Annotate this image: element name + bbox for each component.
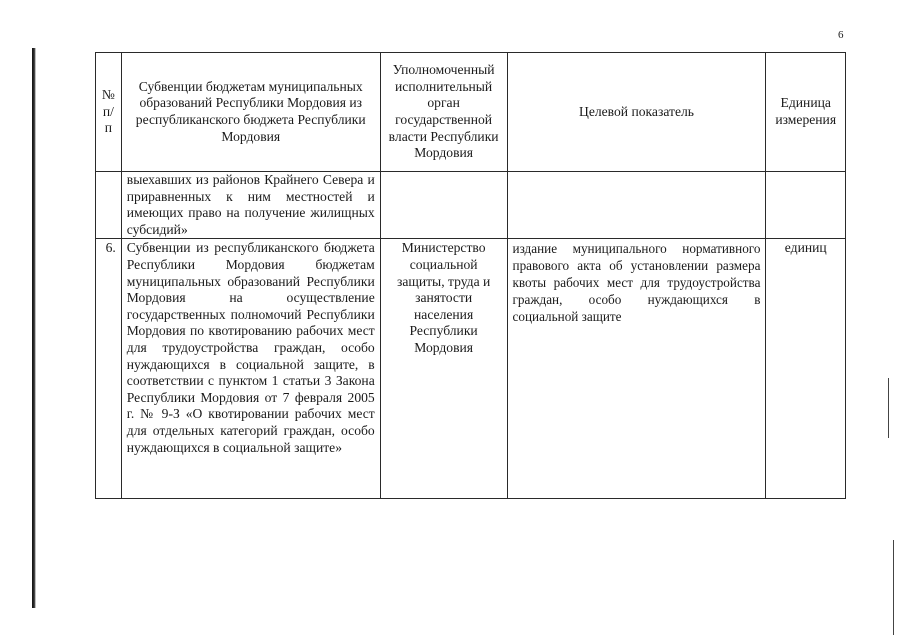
table-row	[96, 239, 846, 499]
cell-unit: единиц	[766, 239, 846, 499]
scan-artifact-line	[888, 378, 889, 438]
subsidy-table	[95, 52, 846, 499]
scan-edge-shadow	[32, 48, 36, 608]
table-header-row	[96, 53, 846, 172]
scan-artifact-line	[893, 540, 894, 635]
header-indicator: Целевой показатель	[507, 53, 766, 172]
cell-num: 6.	[96, 239, 122, 499]
page-number: 6	[838, 29, 844, 41]
cell-unit	[766, 172, 846, 239]
cell-authority: Министерство социальной защиты, труда и занятости населения Республики Мордовия	[380, 239, 507, 499]
cell-subsidy: Субвенции из республиканского бюджета Республики Мордовия бюджетам муниципальных образований Республики Мордовия на осуществление государственных полномочий Республики Мордовия по квотированию рабочих мест для трудоустройства граждан, особо нуждающихся в социальной защите, в соответствии с пунктом 1 статьи 3 Закона Республики Мордовия от 7 февраля 2005 г. № 9-З «О квотировании рабочих мест для отдельных категорий граждан, особо нуждающихся в социальной защите»	[121, 239, 380, 499]
cell-indicator: издание муниципального нормативного правового акта об установлении размера квоты рабочих мест для трудоустройства граждан, особо нуждающихся в социальной защите	[507, 239, 766, 499]
table-row	[96, 172, 846, 239]
cell-num	[96, 172, 122, 239]
cell-subsidy: выехавших из районов Крайнего Севера и приравненных к ним местностей и имеющих право на получение жилищных субсидий»	[121, 172, 380, 239]
cell-authority	[380, 172, 507, 239]
cell-indicator	[507, 172, 766, 239]
header-num: № п/п	[96, 53, 122, 172]
header-unit: Единица измерения	[766, 53, 846, 172]
header-authority: Уполномоченный исполнительный орган государственной власти Республики Мордовия	[380, 53, 507, 172]
header-subsidy: Субвенции бюджетам муниципальных образований Республики Мордовия из республиканского бюджета Республики Мордовия	[121, 53, 380, 172]
